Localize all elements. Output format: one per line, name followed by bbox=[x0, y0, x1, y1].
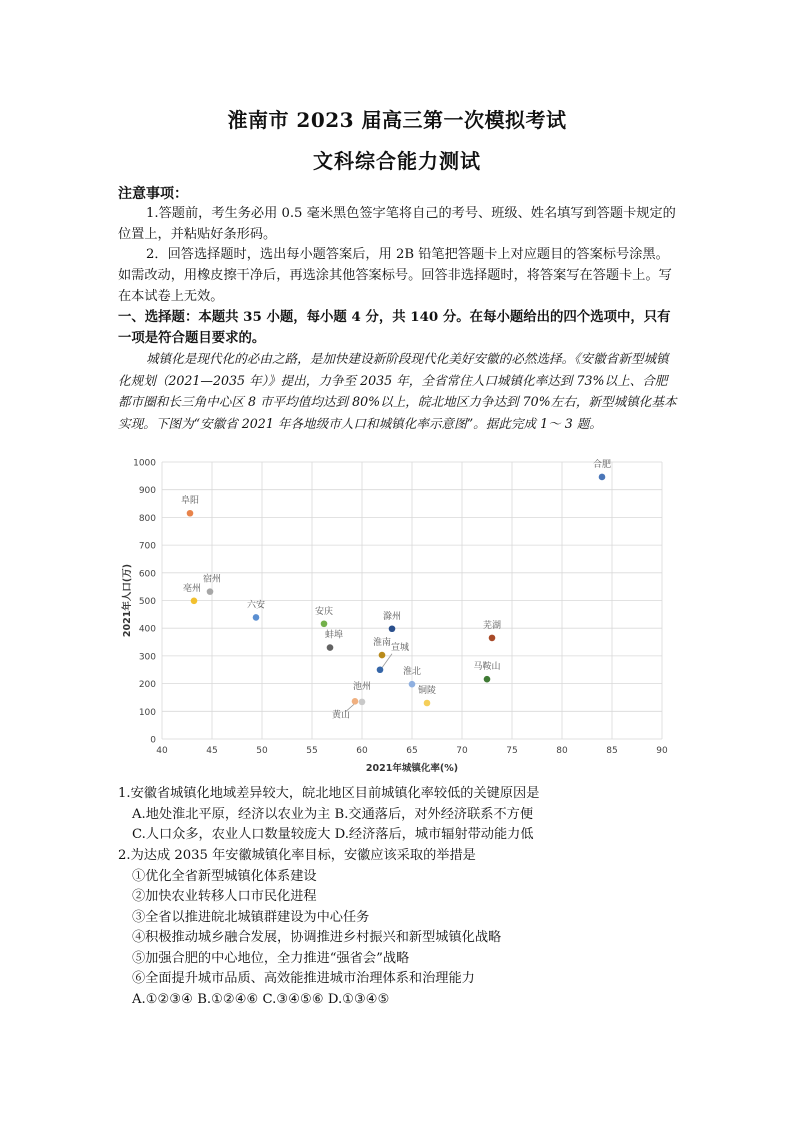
y-tick-label: 200 bbox=[138, 680, 156, 691]
data-point bbox=[489, 635, 496, 642]
exam-subtitle: 文科综合能力测试 bbox=[313, 149, 481, 173]
data-label: 马鞍山 bbox=[473, 662, 501, 673]
data-point bbox=[484, 676, 491, 683]
question-1 bbox=[118, 784, 698, 846]
notice-item-1: 1.答题前，考生务必用 0.5 毫米黑色签字笔将自己的考号、班级、姓名填写到答题卡规定的位置上，并粘贴好条形码。 bbox=[118, 206, 676, 242]
x-tick-label: 90 bbox=[656, 746, 668, 756]
y-tick-label: 0 bbox=[150, 735, 156, 746]
data-point bbox=[359, 699, 366, 706]
data-point bbox=[187, 510, 194, 517]
data-label: 淮北 bbox=[402, 667, 422, 678]
x-tick-label: 45 bbox=[206, 746, 218, 756]
x-axis-title: 2021年城镇化率(%) bbox=[365, 763, 459, 774]
y-tick-label: 500 bbox=[138, 597, 156, 607]
question-1-options-ab: A.地处淮北平原，经济以农业为主 B.交通落后，对外经济联系不方便 bbox=[132, 806, 534, 822]
y-tick-label: 700 bbox=[138, 541, 156, 552]
section-heading: 一、选择题：本题共 35 小题，每小题 4 分，共 140 分。在每小题给出的四个选项中，只有一项是符合题目要求的。 bbox=[118, 309, 671, 346]
data-label: 宣城 bbox=[390, 642, 410, 653]
question-1-stem: 1.安徽省城镇化地域差异较大，皖北地区目前城镇化率较低的关键原因是 bbox=[118, 786, 540, 801]
data-label: 合肥 bbox=[592, 459, 612, 470]
x-tick-label: 65 bbox=[406, 746, 418, 756]
data-label: 黄山 bbox=[331, 710, 351, 721]
question-2-item: ③全省以推进皖北城镇群建设为中心任务 bbox=[132, 909, 370, 925]
data-label: 阜阳 bbox=[180, 496, 200, 507]
question-2-item: ①优化全省新型城镇化体系建设 bbox=[132, 868, 317, 884]
y-tick-label: 100 bbox=[138, 707, 156, 718]
exam-title: 淮南市 2023 届高三第一次模拟考试 bbox=[227, 108, 567, 132]
data-label: 蚌埠 bbox=[324, 630, 344, 641]
y-tick-label: 1000 bbox=[133, 458, 156, 469]
data-point bbox=[377, 666, 384, 673]
question-2-item: ⑥全面提升城市品质、高效能推进城市治理体系和治理能力 bbox=[132, 971, 475, 986]
data-point bbox=[191, 597, 198, 604]
chart-svg bbox=[118, 450, 678, 775]
data-point bbox=[321, 620, 328, 627]
data-label: 宿州 bbox=[202, 574, 222, 585]
data-point bbox=[389, 625, 396, 632]
x-tick-label: 50 bbox=[256, 746, 268, 756]
data-label: 淮南 bbox=[372, 638, 392, 649]
y-tick-label: 900 bbox=[138, 486, 156, 497]
y-tick-label: 800 bbox=[138, 513, 156, 524]
data-point bbox=[327, 644, 334, 651]
data-label: 六安 bbox=[246, 600, 266, 611]
data-label: 铜陵 bbox=[417, 685, 437, 696]
notice-item-2: 2．回答选择题时，选出每小题答案后，用 2B 铅笔把答题卡上对应题目的答案标号涂黑。如需改动，用橡皮擦干净后，再选涂其他答案标号。回答非选择题时，将答案写在答题卡上。写在本试卷上无效。 bbox=[118, 247, 672, 304]
data-label: 池州 bbox=[352, 681, 372, 692]
data-label: 亳州 bbox=[182, 583, 202, 594]
data-point bbox=[352, 698, 359, 705]
question-2-item: ②加快农业转移人口市民化进程 bbox=[132, 889, 317, 904]
data-label: 安庆 bbox=[314, 606, 334, 617]
question-2-item: ④积极推动城乡融合发展，协调推进乡村振兴和新型城镇化战略 bbox=[132, 930, 502, 945]
data-point bbox=[379, 652, 386, 659]
x-tick-label: 75 bbox=[506, 746, 518, 756]
x-tick-label: 40 bbox=[156, 746, 168, 756]
data-label: 芜湖 bbox=[482, 620, 502, 631]
x-tick-label: 85 bbox=[606, 746, 618, 756]
data-point bbox=[409, 681, 416, 688]
y-tick-label: 600 bbox=[138, 569, 156, 580]
data-point bbox=[253, 614, 260, 621]
question-2-stem: 2.为达成 2035 年安徽城镇化率目标，安徽应该采取的举措是 bbox=[118, 848, 476, 863]
question-2 bbox=[118, 846, 698, 1010]
question-1-options-cd: C.人口众多，农业人口数量较庞大 D.经济落后，城市辐射带动能力低 bbox=[132, 827, 534, 842]
question-material: 城镇化是现代化的必由之路，是加快建设新阶段现代化美好安徽的必然选择。《安徽省新型城镇化规划（2021—2035 年）》提出，力争至 2035 年，全省常住人口城镇化率达到 73%以上、合肥都市圈和长三角中心区 8 市平均值均达到 80%以上，皖北地区力争达到 70%左右，新型城镇化基本实现。下图为“安徽省 2021 年各地级市人口和城镇化率示意图”。据此完成 1～ 3 题。 bbox=[118, 351, 677, 431]
x-tick-label: 60 bbox=[356, 746, 368, 756]
x-tick-label: 80 bbox=[556, 746, 568, 756]
scatter-chart bbox=[118, 450, 678, 775]
y-tick-label: 400 bbox=[138, 624, 156, 635]
data-label: 滁州 bbox=[382, 611, 402, 622]
data-point bbox=[424, 700, 431, 707]
question-2-item: ⑤加强合肥的中心地位，全力推进“强省会”战略 bbox=[132, 950, 410, 966]
x-tick-label: 55 bbox=[306, 746, 318, 756]
question-2-options: A.①②③④ B.①②④⑥ C.③④⑤⑥ D.①③④⑤ bbox=[132, 991, 390, 1007]
data-point bbox=[599, 474, 606, 481]
notice-heading: 注意事项： bbox=[118, 186, 188, 202]
y-tick-label: 300 bbox=[138, 652, 156, 663]
y-axis-title: 2021年人口(万) bbox=[122, 563, 133, 638]
data-point bbox=[207, 588, 214, 595]
x-tick-label: 70 bbox=[456, 746, 468, 756]
